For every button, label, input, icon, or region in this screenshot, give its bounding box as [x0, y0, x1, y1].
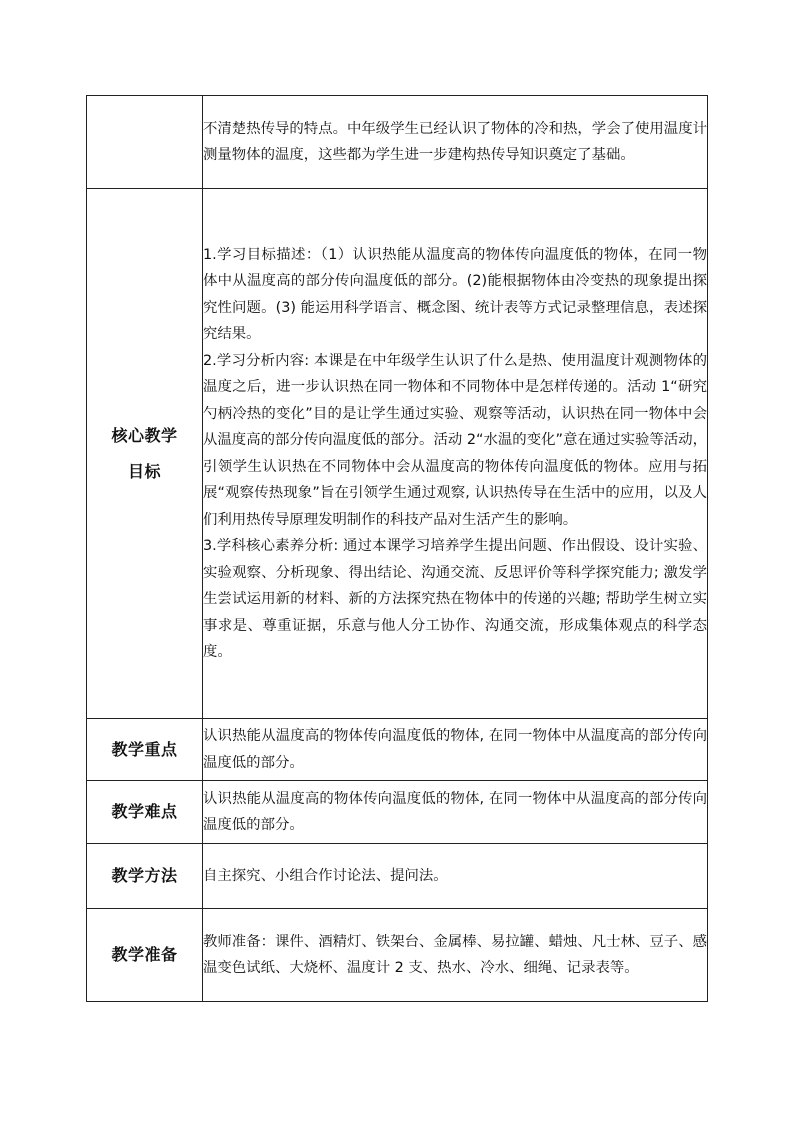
row-content-key-points — [203, 719, 708, 781]
row-content-teaching-preparation — [203, 909, 708, 1002]
row-label-core-objectives — [87, 189, 203, 719]
row-content-core-objectives — [203, 189, 708, 719]
table-row-key-points — [87, 719, 708, 781]
table-row-core-objectives — [87, 189, 708, 719]
row-content-learner-analysis — [203, 96, 708, 189]
table-row-teaching-preparation — [87, 909, 708, 1002]
paragraph-objective-description: 1.学习目标描述：（1）认识热能从温度高的物体传向温度低的物体，在同一物体中从温度高的部分传向温度低的部分。(2)能根据物体由冷变热的现象提出探究性问题。(3) 能运用科学语言、概念图、统计表等方式记录整理信息，表述探究结果。 — [203, 246, 707, 342]
row-label-key-points: 教学重点 — [87, 719, 203, 781]
table-row-learner-analysis — [87, 96, 708, 189]
row-label-line: 目标 — [127, 461, 161, 481]
row-label-empty — [87, 96, 203, 189]
paragraph: 不清楚热传导的特点。中年级学生已经认识了物体的冷和热，学会了使用温度计测量物体的温度，这些都为学生进一步建构热传导知识奠定了基础。 — [203, 120, 707, 163]
table-row-difficult-points — [87, 781, 708, 844]
paragraph-core-literacy: 3.学科核心素养分析: 通过本课学习培养学生提出问题、作出假设、设计实验、实验观察、分析现象、得出结论、沟通交流、反思评价等科学探究能力; 激发学生尝试运用新的材料、新的方法探究热在物体中的传递的兴趣; 帮助学生树立实事求是、尊重证据，乐意与他人分工协作、沟通交流，形成集体观点的科学态度。 — [203, 538, 707, 660]
paragraph: 自主探究、小组合作讨论法、提问法。 — [203, 867, 448, 884]
paragraph: 教师准备：课件、酒精灯、铁架台、金属棒、易拉罐、蜡烛、凡士林、豆子、感温变色试纸、大烧杯、温度计 2 支、热水、冷水、细绳、记录表等。 — [203, 933, 707, 976]
lesson-plan-table — [86, 95, 708, 1002]
paragraph: 认识热能从温度高的物体传向温度低的物体, 在同一物体中从温度高的部分传向温度低的部分。 — [203, 728, 707, 771]
row-content-difficult-points — [203, 781, 708, 844]
row-label-teaching-preparation: 教学准备 — [87, 909, 203, 1002]
row-content-teaching-methods — [203, 844, 708, 909]
table-row-teaching-methods — [87, 844, 708, 909]
row-label-difficult-points: 教学难点 — [87, 781, 203, 844]
paragraph: 认识热能从温度高的物体传向温度低的物体, 在同一物体中从温度高的部分传向温度低的部分。 — [203, 790, 707, 833]
row-label-teaching-methods: 教学方法 — [87, 844, 203, 909]
row-label-line: 核心教学 — [111, 425, 178, 445]
paragraph-content-analysis: 2.学习分析内容: 本课是在中年级学生认识了什么是热、使用温度计观测物体的温度之后，进一步认识热在同一物体和不同物体中是怎样传递的。活动 1“研究勺柄冷热的变化”目的是让学生通过实验、观察等活动，认识热在同一物体中会从温度高的部分传向温度低的部分。活动 2“水温的变化”意在通过实验等活动，引领学生认识热在不同物体中会从温度高的物体传向温度低的物体。应用与拓展“观察传热现象”旨在引领学生通过观察, 认识热传导在生活中的应用，以及人们利用热传导原理发明制作的科技产品对生活产生的影响。 — [203, 352, 707, 528]
